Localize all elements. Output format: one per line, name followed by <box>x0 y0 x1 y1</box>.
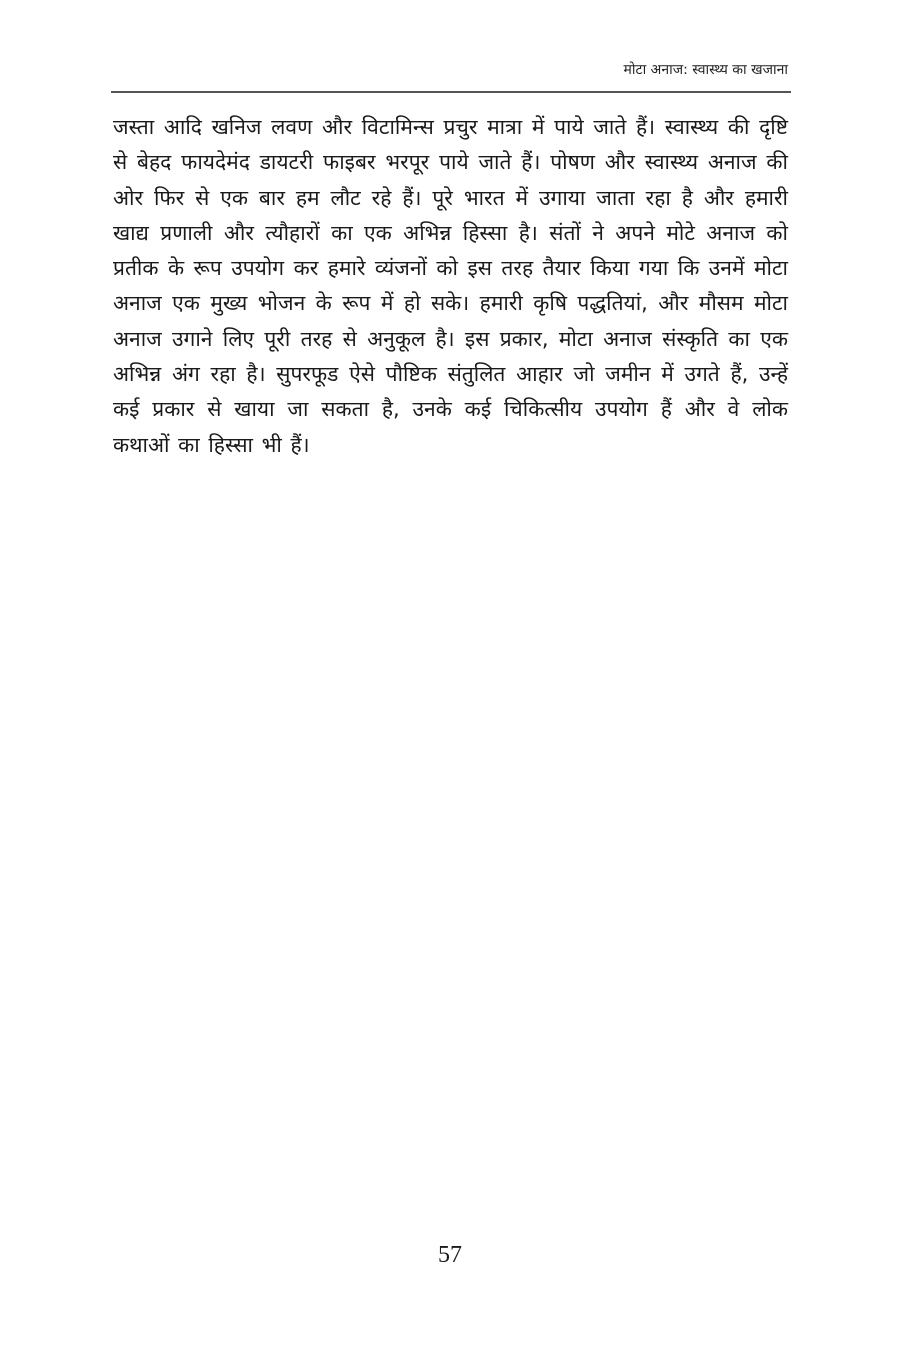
page-number: 57 <box>438 1242 462 1268</box>
body-paragraph: जस्ता आदि खनिज लवण और विटामिन्स प्रचुर मात्रा में पाये जाते हैं। स्वास्थ्य की दृष्टि से बेहद फायदेमंद डायटरी फाइबर भरपूर पाये जाते हैं। पोषण और स्वास्थ्य अनाज की ओर फिर से एक बार हम लौट रहे हैं। पूरे भारत में उगाया जाता रहा है और हमारी खाद्य प्रणाली और त्यौहारों का एक अभिन्न हिस्सा है। संतों ने अपने मोटे अनाज को प्रतीक के रूप उपयोग कर हमारे व्यंजनों को इस तरह तैयार किया गया कि उनमें मोटा अनाज एक मुख्य भोजन के रूप में हो सके। हमारी कृषि पद्धतियां, और मौसम मोटा अनाज उगाने लिए पूरी तरह से अनुकूल है। इस प्रकार, मोटा अनाज संस्कृति का एक अभिन्न अंग रहा है। सुपरफूड ऐसे पौष्टिक संतुलित आहार जो जमीन में उगते हैं, उन्हें कई प्रकार से खाया जा सकता है, उनके कई चिकित्सीय उपयोग हैं और वे लोक कथाओं का हिस्सा भी हैं। <box>113 115 788 457</box>
header-rule <box>111 91 791 93</box>
running-header: मोटा अनाज: स्वास्थ्य का खजाना <box>623 62 788 78</box>
